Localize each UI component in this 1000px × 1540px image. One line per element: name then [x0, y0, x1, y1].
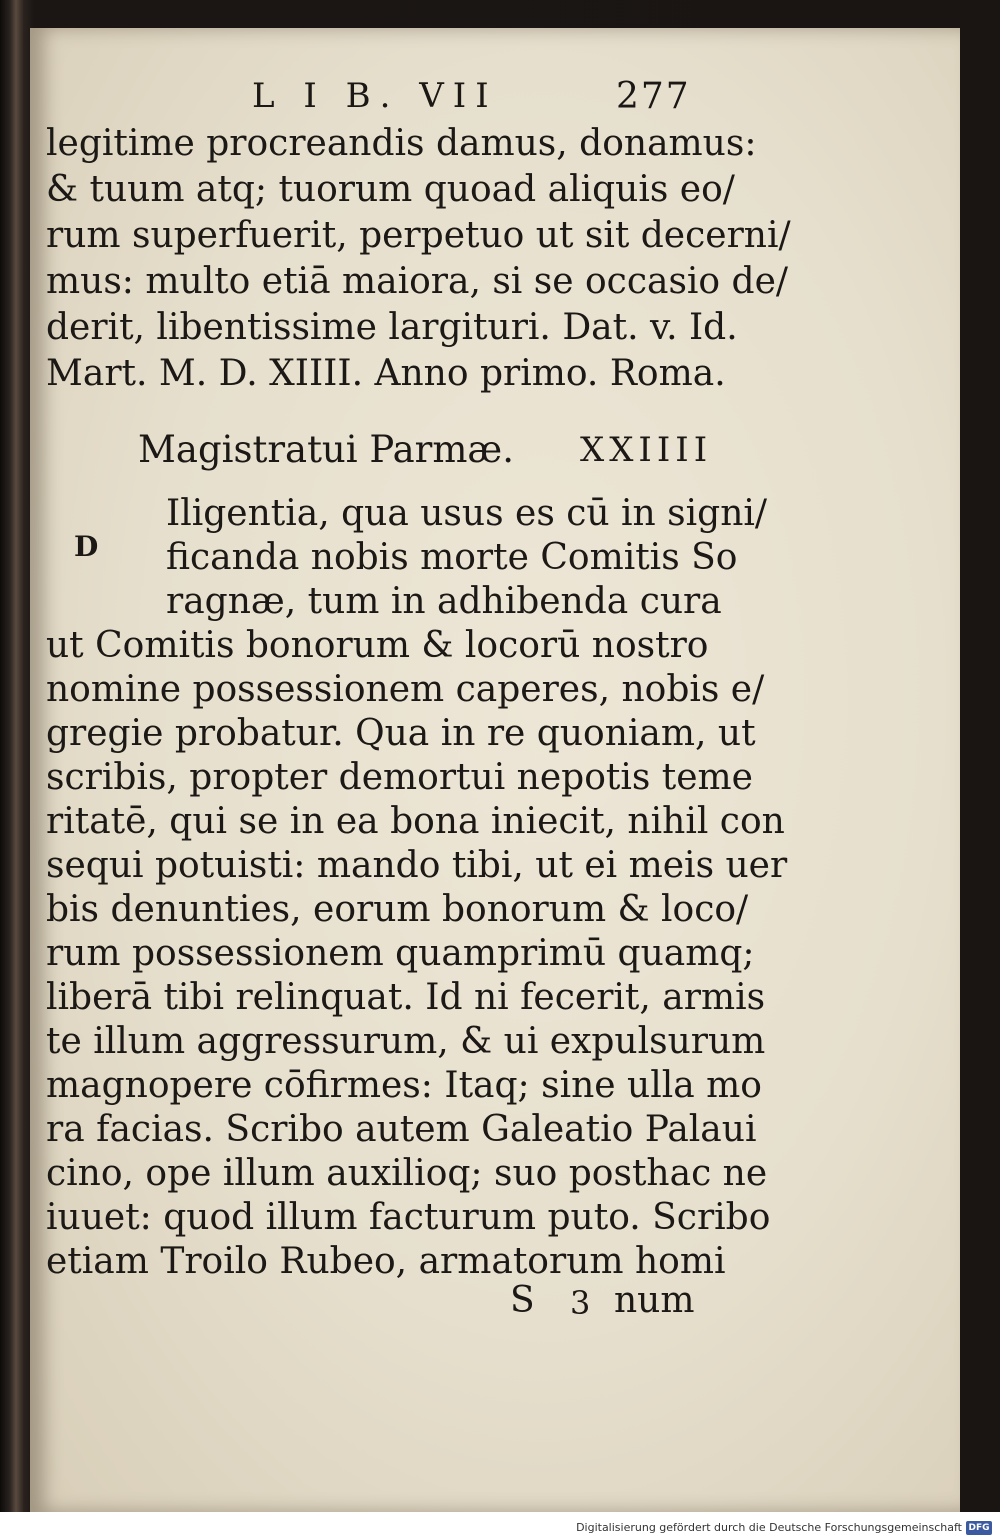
letter-line: ritatē, qui se in ea bona iniecit, nihil con: [46, 801, 785, 842]
letter-number: XXIIII: [580, 430, 713, 470]
letter-line: scribis, propter demortui nepotis teme: [46, 757, 753, 798]
letter-line: cino, ope illum auxilioq; suo posthac ne: [46, 1153, 768, 1194]
letter-line: ragnæ, tum in adhibenda cura: [166, 581, 722, 622]
text-line: derit, libentissime largituri. Dat. v. Id.: [46, 307, 738, 348]
letter-line: nomine possessionem caperes, nobis e/: [46, 669, 765, 710]
letter-line: rum possessionem quamprimū quamq;: [46, 933, 755, 974]
funding-credit: Digitalisierung gefördert durch die Deutsche Forschungsgemeinschaft: [576, 1521, 962, 1534]
signature-number: 3: [570, 1284, 591, 1322]
footer-bar: [0, 1512, 1000, 1540]
letter-line: liberā tibi relinquat. Id ni fecerit, armis: [46, 977, 766, 1018]
catchword: num: [614, 1280, 695, 1321]
letter-line: Iligentia, qua usus es cū in signi/: [166, 493, 768, 534]
page-number: 277: [616, 76, 691, 117]
text-line: mus: multo etiā maiora, si se occasio de/: [46, 261, 789, 302]
initial-letter: D: [74, 530, 99, 563]
signature-mark: S: [510, 1280, 535, 1321]
text-line: rum superfuerit, perpetuo ut sit decerni/: [46, 215, 791, 256]
letter-line: magnopere cōfirmes: Itaq; sine ulla mo: [46, 1065, 762, 1106]
letter-line: etiam Troilo Rubeo, armatorum homi: [46, 1241, 726, 1282]
letter-line: bis denunties, eorum bonorum & loco/: [46, 889, 749, 930]
letter-line: ra facias. Scribo autem Galeatio Palaui: [46, 1109, 757, 1150]
letter-line: iuuet: quod illum facturum puto. Scribo: [46, 1197, 771, 1238]
letter-line: te illum aggressurum, & ui expulsurum: [46, 1021, 766, 1062]
text-line: & tuum atq; tuorum quoad aliquis eo/: [46, 169, 735, 210]
dfg-logo-icon: DFG: [966, 1521, 992, 1535]
letter-line: gregie probatur. Qua in re quoniam, ut: [46, 713, 756, 754]
text-line: Mart. M. D. XIIII. Anno primo. Roma.: [46, 353, 726, 394]
running-head: L I B. VII: [252, 76, 498, 116]
text-line: legitime procreandis damus, donamus:: [46, 123, 757, 164]
letter-line: ut Comitis bonorum & locorū nostro: [46, 625, 709, 666]
letter-heading: Magistratui Parmæ.: [138, 428, 514, 471]
letter-line: ficanda nobis morte Comitis So: [166, 537, 738, 578]
letter-line: sequi potuisti: mando tibi, ut ei meis uer: [46, 845, 788, 886]
